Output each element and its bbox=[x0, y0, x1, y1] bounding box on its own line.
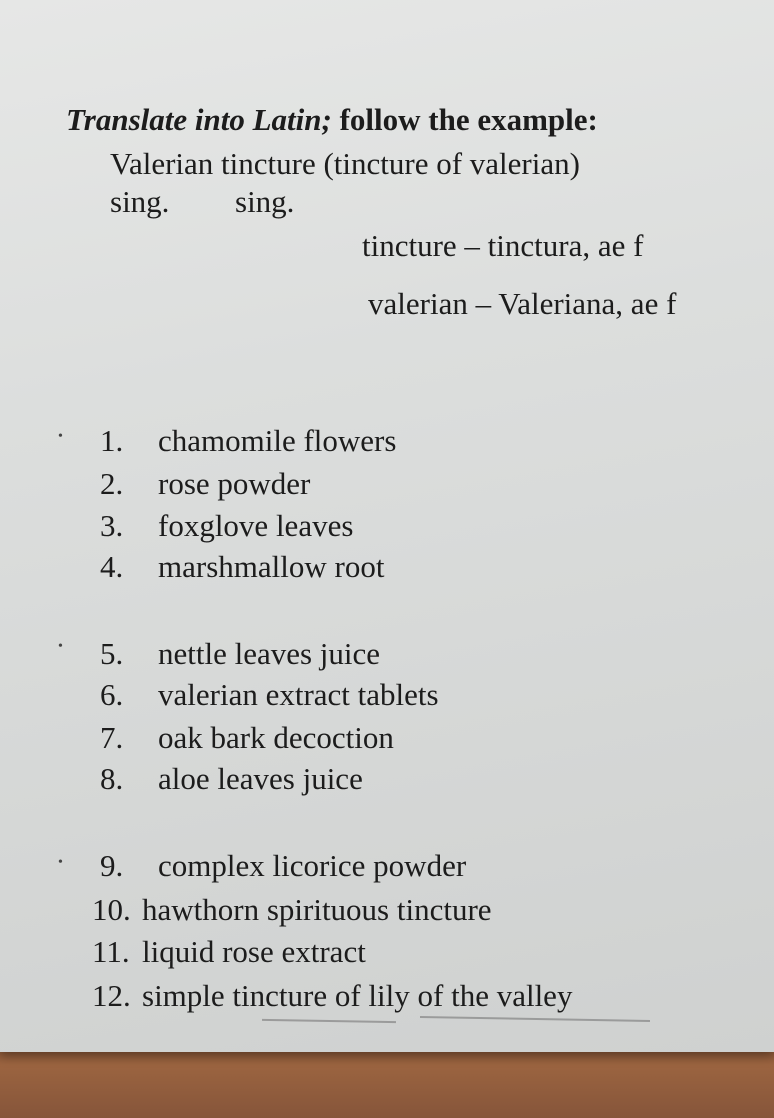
item-number: 10. bbox=[92, 892, 131, 927]
example-phrase: Valerian tincture (tincture of valerian) bbox=[110, 146, 580, 181]
glossary-entry-tincture: tincture – tinctura, ae f bbox=[362, 228, 644, 263]
item-text: complex licorice powder bbox=[158, 848, 467, 883]
item-text: hawthorn spirituous tincture bbox=[142, 892, 492, 927]
list-item bbox=[100, 551, 384, 582]
pencil-dot-mark: • bbox=[58, 639, 63, 654]
item-text: liquid rose extract bbox=[142, 934, 366, 969]
item-number: 11. bbox=[92, 934, 130, 969]
pencil-dot-mark: • bbox=[58, 429, 63, 444]
list-item bbox=[92, 980, 572, 1011]
item-number: 3. bbox=[100, 508, 124, 543]
list-item bbox=[100, 510, 353, 541]
list-item bbox=[100, 722, 394, 753]
list-item bbox=[92, 894, 492, 925]
item-text: valerian extract tablets bbox=[158, 677, 439, 712]
item-text: marshmallow root bbox=[158, 549, 385, 584]
item-number: 2. bbox=[100, 466, 124, 501]
glossary-entry-valerian: valerian – Valeriana, ae f bbox=[368, 286, 677, 321]
pencil-dot-mark: • bbox=[58, 855, 63, 870]
item-text: simple tincture of lily of the valley bbox=[142, 978, 573, 1013]
item-text: oak bark decoction bbox=[158, 720, 394, 755]
item-text: rose powder bbox=[158, 466, 311, 501]
item-number: 7. bbox=[100, 720, 124, 755]
instruction-plain: follow the example: bbox=[339, 102, 598, 137]
pencil-underline bbox=[262, 1019, 396, 1023]
item-text: nettle leaves juice bbox=[158, 636, 381, 671]
example-grammar-1: sing. bbox=[110, 184, 170, 219]
item-text: foxglove leaves bbox=[158, 508, 354, 543]
pencil-underline bbox=[420, 1016, 650, 1022]
list-item bbox=[92, 936, 366, 967]
list-item bbox=[100, 679, 439, 710]
item-text: chamomile flowers bbox=[158, 423, 397, 458]
example-grammar-2: sing. bbox=[235, 184, 295, 219]
item-number: 1. bbox=[100, 423, 124, 458]
instruction-heading bbox=[66, 104, 598, 135]
list-item bbox=[100, 468, 310, 499]
instruction-italic: Translate into Latin; bbox=[66, 102, 332, 137]
item-number: 9. bbox=[100, 848, 124, 883]
list-item bbox=[100, 850, 466, 881]
list-item bbox=[100, 638, 380, 669]
item-number: 8. bbox=[100, 761, 124, 796]
item-number: 5. bbox=[100, 636, 124, 671]
item-number: 6. bbox=[100, 677, 124, 712]
item-number: 4. bbox=[100, 549, 124, 584]
list-item bbox=[100, 763, 363, 794]
item-text: aloe leaves juice bbox=[158, 761, 363, 796]
list-item bbox=[100, 425, 396, 456]
item-number: 12. bbox=[92, 978, 131, 1013]
